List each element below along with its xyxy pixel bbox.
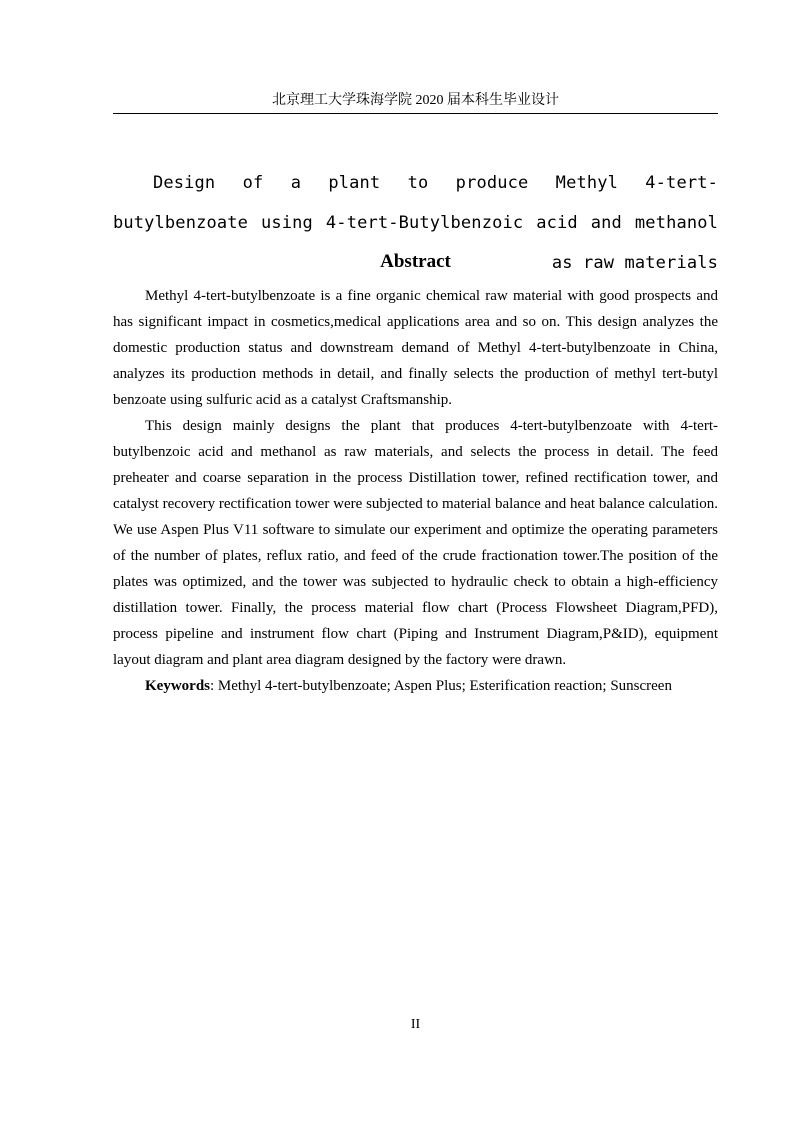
page-header: 北京理工大学珠海学院 2020 届本科生毕业设计 bbox=[272, 93, 559, 108]
abstract-heading: Abstract bbox=[380, 251, 451, 272]
abstract-paragraph-1: Methyl 4-tert-butylbenzoate is a fine organic chemical raw material with good prospects and has significant impact in cosmetics,medical applications area and so on. This design analyzes the domestic production status and downstream demand of Methyl 4-tert-butylbenzoate in China, analyzes its production methods in detail, and finally selects the production of methyl tert-butyl benzoate using sulfuric acid as a catalyst Craftsmanship. bbox=[113, 288, 718, 408]
keywords-text: : Methyl 4-tert-butylbenzoate; Aspen Plus; Esterification reaction; Sunscreen bbox=[210, 678, 672, 694]
abstract-body bbox=[113, 283, 718, 699]
page-number: II bbox=[410, 1017, 421, 1032]
keywords-line bbox=[113, 673, 718, 699]
keywords-label: Keywords bbox=[145, 678, 210, 694]
header-divider bbox=[113, 113, 718, 114]
abstract-paragraph-2: This design mainly designs the plant that produces 4-tert-butylbenzoate with 4-tert-butylbenzoic acid and methanol as raw materials, and selects the process in detail. The feed preheater and coarse separation in the process Distillation tower, refined rectification tower, and catalyst recovery rectification tower were subjected to material balance and heat balance calculation. We use Aspen Plus V11 software to simulate our experiment and optimize the operating parameters of the number of plates, reflux ratio, and feed of the crude fractionation tower.The position of the plates was optimized, and the tower was subjected to hydraulic check to obtain a high-efficiency distillation tower. Finally, the process material flow chart (Process Flowsheet Diagram,PFD), process pipeline and instrument flow chart (Piping and Instrument Diagram,P&ID), equipment layout diagram and plant area diagram designed by the factory were drawn. bbox=[113, 418, 718, 668]
thesis-title: Design of a plant to produce Methyl 4-tert-butylbenzoate using 4-tert-Butylbenzoic acid and methanol as raw materials bbox=[113, 173, 718, 273]
